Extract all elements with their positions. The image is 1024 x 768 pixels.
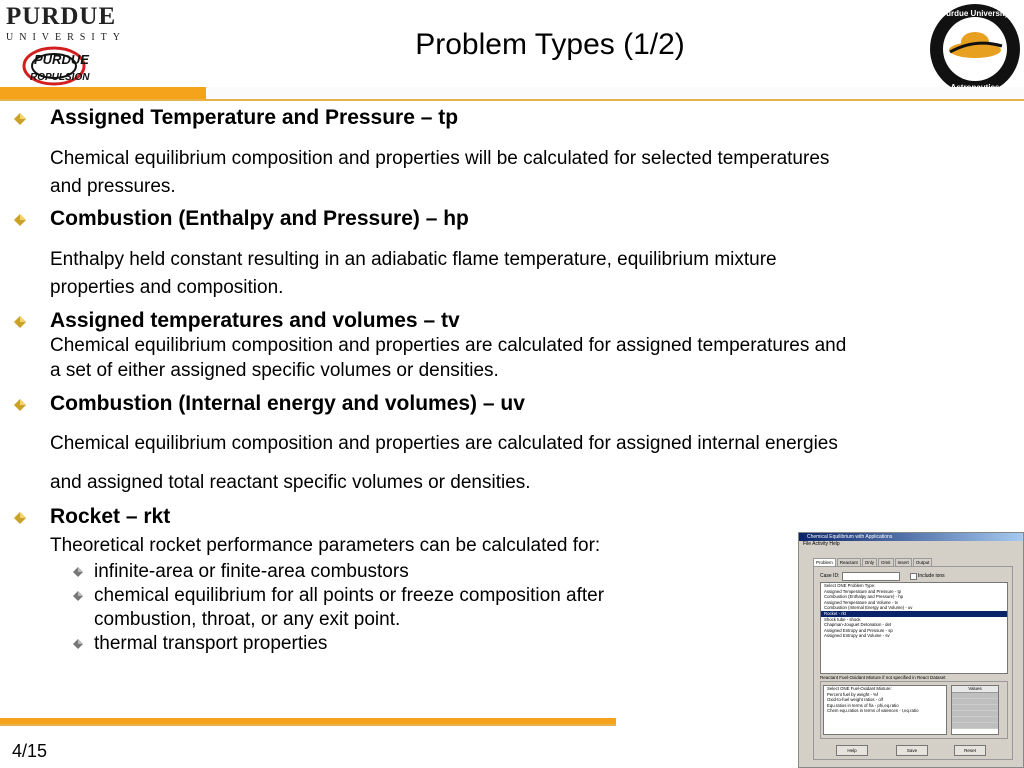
list-item[interactable]: Percent fuel by weight - %f [827, 691, 879, 697]
section-text: Theoretical rocket performance parameters can be calculated for: [50, 535, 601, 556]
list-item[interactable]: Combustion (Enthalpy and Pressure) - hp [824, 594, 904, 600]
section-text: and assigned total reactant specific volumes or densities. [50, 472, 531, 493]
list-item: Select ONE Fuel-Oxidant Mixture: [827, 686, 892, 691]
section-heading: Combustion (Enthalpy and Pressure) – hp [50, 207, 469, 230]
list-item[interactable]: Chem equ.ratios in terms of valences - r,eq.ratio [827, 708, 919, 714]
svg-text:PURDUE: PURDUE [34, 52, 89, 67]
svg-text:Purdue University: Purdue University [940, 9, 1010, 18]
diamond-bullet-icon [13, 511, 27, 525]
propulsion-logo-icon [16, 44, 116, 88]
purdue-logo [6, 4, 134, 88]
window-titlebar: Chemical Equilibrium with Applications [799, 533, 1023, 541]
case-id-input[interactable] [842, 572, 900, 581]
values-table[interactable] [951, 685, 999, 735]
section-heading: Assigned Temperature and Pressure – tp [50, 106, 459, 129]
list-item[interactable]: Combustion (Internal Energy and Volume) - uv [824, 605, 913, 611]
section-text: properties and composition. [50, 277, 284, 298]
tab-only[interactable]: Only [862, 558, 877, 566]
list-item: Select ONE Problem Type: [824, 583, 876, 588]
section-text: a set of either assigned specific volumes or densities. [50, 360, 499, 381]
list-item[interactable]: Equ.ratios in terms of f/a - phi,eq.ratio [827, 702, 899, 708]
include-ions-label: Include ions [918, 573, 945, 579]
section-text: Chemical equilibrium composition and properties are calculated for assigned temperatures and [50, 335, 847, 356]
list-item[interactable]: Shock tube - shock [824, 616, 861, 622]
diamond-bullet-icon [13, 213, 27, 227]
tab-problem[interactable]: Problem [813, 558, 836, 566]
case-id-label: Case ID: [820, 573, 840, 579]
sub-bullet-icon [72, 590, 84, 602]
reset-button[interactable]: Reset [954, 745, 986, 756]
include-ions-checkbox[interactable] [910, 573, 917, 580]
problem-type-list[interactable] [820, 582, 1008, 674]
list-item[interactable]: Oxid-to-fuel weight ratios - o/f [827, 697, 884, 703]
list-item[interactable]: Assigned Temperature and Volume - tv [824, 599, 898, 605]
logo-university-text: UNIVERSITY [6, 32, 126, 43]
logo-purdue-text: PURDUE [6, 3, 117, 30]
diamond-bullet-icon [13, 315, 27, 329]
sub-item-text: chemical equilibrium for all points or freeze composition after [94, 585, 605, 606]
cea-app-screenshot [798, 532, 1024, 768]
tab-reactant[interactable]: Reactant [837, 558, 861, 566]
section-heading: Combustion (Internal energy and volumes) – uv [50, 392, 525, 415]
mixture-group-label: Reactant Fuel-Oxidant Mixture if not specified in React Dataset [820, 675, 946, 680]
list-item[interactable]: Assigned Temperature and Pressure - tp [824, 588, 902, 594]
footer-divider-line [0, 724, 616, 726]
sub-bullet-icon [72, 638, 84, 650]
values-row[interactable] [952, 723, 998, 729]
page-number: 4/15 [12, 741, 48, 761]
section-heading: Rocket – rkt [50, 505, 171, 528]
page-title: Problem Types (1/2) [415, 28, 685, 61]
list-item[interactable]: Assigned Entropy and Pressure - sp [824, 627, 893, 633]
section-text: Chemical equilibrium composition and properties will be calculated for selected temperatures [50, 148, 830, 169]
sub-item-text: infinite-area or finite-area combustors [94, 561, 409, 582]
aeronautics-seal-icon [928, 2, 1022, 96]
svg-text:ROPULSION: ROPULSION [30, 72, 90, 83]
section-text: Chemical equilibrium composition and properties are calculated for assigned internal energies [50, 433, 838, 454]
sub-item-text: thermal transport properties [94, 633, 328, 654]
section-text: Enthalpy held constant resulting in an adiabatic flame temperature, equilibrium mixture [50, 249, 777, 270]
list-item[interactable]: Assigned Entropy and Volume - sv [824, 633, 890, 639]
tab-bar [813, 558, 933, 566]
values-header: Values [952, 686, 998, 693]
diamond-bullet-icon [13, 112, 27, 126]
sub-bullet-icon [72, 566, 84, 578]
window-menubar: File Activity Help [803, 541, 840, 547]
list-item[interactable]: Chapman-Jouguet Detonation - det [824, 622, 892, 628]
diamond-bullet-icon [13, 398, 27, 412]
section-text: and pressures. [50, 176, 176, 197]
header-divider-line [0, 99, 1024, 101]
help-button[interactable]: Help [836, 745, 868, 756]
save-button[interactable]: Save [896, 745, 928, 756]
list-item-selected[interactable]: Rocket - rkt [821, 611, 1007, 617]
tab-omit[interactable]: Omit [878, 558, 894, 566]
sub-item-text: combustion, throat, or any exit point. [94, 609, 401, 630]
header-divider-light [206, 87, 1024, 99]
section-heading: Assigned temperatures and volumes – tv [50, 309, 460, 332]
tab-output[interactable]: Output [913, 558, 933, 566]
tab-insert[interactable]: Insert [895, 558, 912, 566]
mixture-group [820, 681, 1008, 739]
mixture-list[interactable] [823, 685, 947, 735]
problem-panel [813, 566, 1013, 760]
